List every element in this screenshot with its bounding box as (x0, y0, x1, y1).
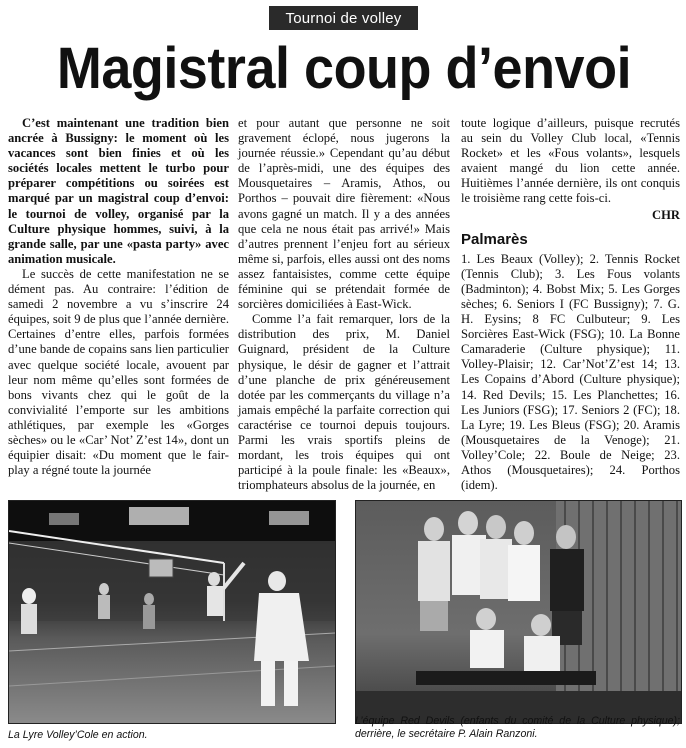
article-lead: C’est maintenant une tradition bien ancrée à Bussigny: le moment où les vacances sont bien finies et où les sociétés locales mettent le turbo pour préparer compétitions ou soirées est marqué par un magistral coup d’envoi: le tournoi de volley, organisé par la Culture physique hommes, suivi, à la grande salle, par une «pasta party» avec animation musicale. (8, 116, 229, 266)
kicker-label: Tournoi de volley (269, 6, 418, 30)
article-paragraph-1-part-a: Le succès de cette manifestation ne se dément pas. Au contraire: l’édition de samedi 2 novembre a vu s’inscrire 24 équipes, soit 9 de plus que l’année dernière. Certaines d’entre elles, parfois formées d’une bande de copains sans lien particulier avec quelque société locale, avouent par leur nom même qu’elles sont formées de bons vivants chez qui le goût de la convivialité l’emporte sur les ambitions athlétiques, par exemple les «Gorges sèches» ou le «Car’ Not’ Z’est 14», dont un équipier disait: «Du moment que le fair-play a régné toute la journée (8, 266, 229, 478)
article-column-1 (8, 116, 229, 478)
photo-team-red-devils (355, 500, 682, 724)
article-column-3 (461, 116, 680, 493)
team-photo-image (356, 501, 681, 723)
photo-2-caption: L’équipe Red Devils (enfants du comité de la Culture physique); derrière, le secrétaire P. Alain Ranzoni. (355, 715, 680, 740)
volley-action-image (9, 501, 335, 723)
article-paragraph-2-part-a: Comme l’a fait remarquer, lors de la distribution des prix, M. Daniel Guignard, président de la Culture physique, le désir de gagner et l’attrait d’une planche de prix généreusement dotée par les commerçants du village n’a jamais empêché la parfaite correction qui caractérise ce tournoi depuis toujours. Parmi les vrais sportifs pleins de mordant, les trois équipes qui ont participé à la poule finale: les «Beaux», triomphateurs absolus de la journée, en (238, 312, 450, 493)
headline: Magistral coup d’envoi (56, 36, 632, 101)
article-signature: CHR (652, 207, 680, 222)
palmares-title: Palmarès (461, 230, 528, 248)
photo-volley-action (8, 500, 336, 724)
article-column-2 (238, 116, 450, 493)
article-paragraph-2-part-b: toute logique d’ailleurs, puisque recrutés au sein du Volley Club local, «Tennis Rocket» et les «Fous volants», lesquels avaient mangé du lion cette année. Huitièmes l’année dernière, ils ont conquis le troisième rang cette fois-ci. (461, 116, 680, 206)
article-paragraph-1-part-b: et pour autant que personne ne soit gravement éclopé, nous jugerons la journée réussie.» Cependant qu’au début de l’après-midi, une des équipes des Mousquetaires – Aramis, Athos, ou Porthos – pouvait dire fièrement: «Nous avons gagné un match. Il y a des années que cela ne nous était pas arrivé!» Mais d’autres prennent l’enjeu fort au sérieux même si, parfois, elles aussi ont des noms assez fantaisistes, comme cette équipe féminine qui se prétendait formée de sorcières domiciliées à East-Wick. (238, 116, 450, 312)
palmares-list: 1. Les Beaux (Volley); 2. Tennis Rocket (Tennis Club); 3. Les Fous volants (Badminton); 4. Bobst Mix; 5. Les Gorges sèches; 6. Seniors I (FC Bussigny); 7. G. H. Eysins; 8 FC Culbuteur; 9. Les Sorcières East-Wick (FSG); 10. La Bonne Camaraderie (Culture physique); 11. Volley-Plaisir; 12. Car’Not’Z’est 14; 13. Les Copains d’Abord (Culture physique); 14. Red Devils; 15. Les Planchettes; 16. Les Juniors (FSG); 17. Seniors 2 (FC); 18. La Lyre; 19. Les Bleus (FSG); 20. Aramis (Mousquetaires de la Venoge); 21. Volley’Cole; 22. Boule de Neige; 23. Athos (Mousquetaires); 24. Porthos (idem). (461, 251, 680, 493)
photo-1-caption: La Lyre Volley’Cole en action. (8, 729, 148, 741)
